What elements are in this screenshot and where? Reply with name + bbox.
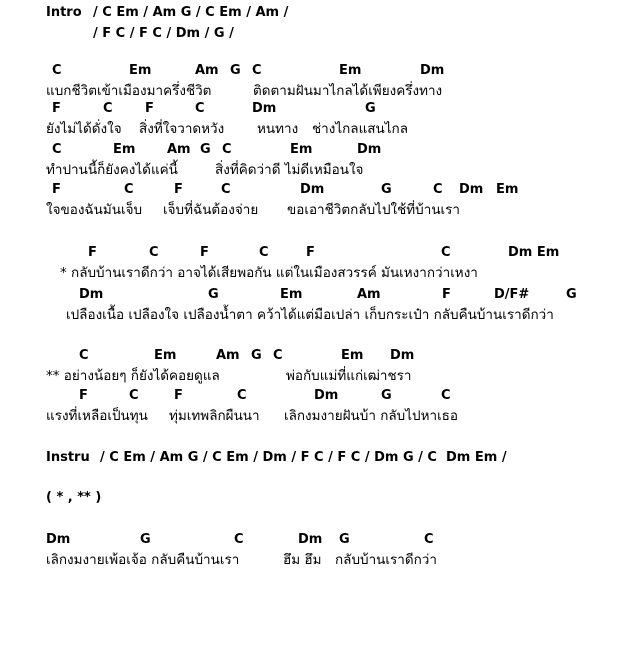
verse1-chord-line-3 (0, 140, 382, 160)
chord: C (129, 388, 139, 403)
chord: G (251, 348, 262, 363)
chord: G (381, 388, 392, 403)
bridge-chord-line-1 (0, 346, 415, 366)
verse1-lyric-line-4 (0, 200, 461, 220)
chorus-lyric-line-2 (0, 305, 554, 325)
chorus-lyric-line-1 (0, 263, 478, 283)
verse1-lyric-line-1 (0, 81, 443, 101)
chord: F (442, 287, 451, 302)
chord: C (52, 142, 62, 157)
verse1-chord-line-2 (0, 99, 376, 119)
chord: Am (195, 63, 219, 78)
lyric: ฮึม ฮึม (283, 552, 322, 568)
outro-lyric-line (0, 550, 437, 570)
lyric: ทุ่มเทพลิกผืนนา (169, 408, 260, 424)
chord: C (441, 388, 451, 403)
chord: F (200, 245, 209, 260)
lyric: * กลับบ้านเราดีกว่า อาจได้เสียพอกัน แต่ในเมืองสวรรค์ มันเหงากว่าเหงา (60, 265, 478, 281)
outro-chord-line (0, 530, 434, 550)
chord: Dm (298, 532, 323, 547)
chord: C (234, 532, 244, 547)
chord: Dm (420, 63, 445, 78)
chord: Em (280, 287, 303, 302)
intro-chords-2: / F C / F C / Dm / G / (93, 26, 234, 41)
lyric: แรงที่เหลือเป็นทุน (46, 408, 148, 424)
chord: Dm (300, 182, 325, 197)
lyric: เลิกงมงายเพ้อเจ้อ กลับคืนบ้านเรา (46, 552, 240, 568)
lyric: แบกชีวิตเข้าเมืองมาครึ่งชีวิต (46, 83, 212, 99)
chord: G (381, 182, 392, 197)
chord: C (195, 101, 205, 116)
intro-line-2 (0, 24, 234, 44)
chord: Am (167, 142, 191, 157)
chord: Em (496, 182, 519, 197)
chord: C (441, 245, 451, 260)
instru-label: Instru (46, 450, 90, 465)
intro-chords-1: / C Em / Am G / C Em / Am / (93, 5, 289, 20)
chord: G (140, 532, 151, 547)
bridge-lyric-line-1 (0, 366, 412, 386)
chord: Dm (252, 101, 277, 116)
chord: G (230, 63, 241, 78)
lyric: สิ่งที่ใจวาดหวัง (139, 121, 225, 137)
lyric: ** อย่างน้อยๆ ก็ยังได้คอยดูแล (46, 368, 220, 384)
intro-line (0, 3, 289, 23)
chord: F (306, 245, 315, 260)
chord: G (566, 287, 577, 302)
chord: F (145, 101, 154, 116)
chorus-chord-line-1 (0, 243, 560, 263)
verse1-chord-line-1 (0, 61, 445, 81)
chord: C (259, 245, 269, 260)
chorus-chord-line-2 (0, 285, 577, 305)
chord: Em (290, 142, 313, 157)
chord: Dm Em (508, 245, 560, 260)
intro-label: Intro (46, 5, 82, 20)
lyric: พ่อกับแม่ที่แก่เฒ่าชรา (286, 368, 412, 384)
chord: F (174, 182, 183, 197)
verse1-lyric-line-2 (0, 119, 408, 139)
chord: Em (154, 348, 177, 363)
lyric: ยังไม่ได้ดั่งใจ (46, 121, 122, 137)
chord: Em (339, 63, 362, 78)
chord: C (237, 388, 247, 403)
chord: C (52, 63, 62, 78)
chord: Dm (314, 388, 339, 403)
chord: G (208, 287, 219, 302)
chord: C (149, 245, 159, 260)
instru-chords: / C Em / Am G / C Em / Dm / F C / F C / Dm G / C Dm Em / (100, 450, 507, 465)
chord: Dm (390, 348, 415, 363)
lyric: ช่างไกลแสนไกล (312, 121, 408, 137)
chord: C (433, 182, 443, 197)
chord: F (88, 245, 97, 260)
chord: F (174, 388, 183, 403)
lyric: หนทาง (257, 121, 299, 137)
repeat-label: ( * , ** ) (46, 490, 102, 505)
chord: Am (357, 287, 381, 302)
chord: Dm (79, 287, 104, 302)
chord: G (365, 101, 376, 116)
lyric: ทำปานนี้ก็ยังคงได้แค่นี้ (46, 162, 178, 178)
chord: C (221, 182, 231, 197)
chord: D/F# (494, 287, 530, 302)
instru-line (0, 448, 507, 468)
lyric: ติดตามฝันมาไกลได้เพียงครึ่งทาง (253, 83, 443, 99)
chord: F (52, 182, 61, 197)
chord: G (339, 532, 350, 547)
chord: Em (341, 348, 364, 363)
chord: C (252, 63, 262, 78)
lyric: สิ่งที่คิดว่าดี ไม่ดีเหมือนใจ (215, 162, 364, 178)
verse1-lyric-line-3 (0, 160, 364, 180)
verse1-chord-line-4 (0, 180, 519, 200)
chord: Am (216, 348, 240, 363)
lyric: เลิกงมงายฝันบ้า กลับไปหาเธอ (284, 408, 459, 424)
chord: C (222, 142, 232, 157)
chord: Dm (459, 182, 484, 197)
lyric: ขอเอาชีวิตกลับไปใช้ที่บ้านเรา (287, 202, 461, 218)
chord: C (424, 532, 434, 547)
chord: C (103, 101, 113, 116)
lyric: เจ็บที่ฉันต้องจ่าย (163, 202, 259, 218)
chord: C (273, 348, 283, 363)
chord: F (52, 101, 61, 116)
chord: Em (129, 63, 152, 78)
chord: F (79, 388, 88, 403)
lyric: ใจของฉันมันเจ็บ (46, 202, 143, 218)
lyric: เปลืองเนื้อ เปลืองใจ เปลืองน้ำตา คว้าได้แต่มือเปล่า เก็บกระเป๋า กลับคืนบ้านเราดีกว่า (66, 307, 554, 323)
chord: G (200, 142, 211, 157)
chord: Dm (46, 532, 71, 547)
repeat-line (0, 488, 102, 508)
chord: C (79, 348, 89, 363)
chord: Dm (357, 142, 382, 157)
bridge-chord-line-2 (0, 386, 451, 406)
lyric: กลับบ้านเราดีกว่า (335, 552, 437, 568)
chord: C (124, 182, 134, 197)
chord: Em (113, 142, 136, 157)
bridge-lyric-line-2 (0, 406, 459, 426)
